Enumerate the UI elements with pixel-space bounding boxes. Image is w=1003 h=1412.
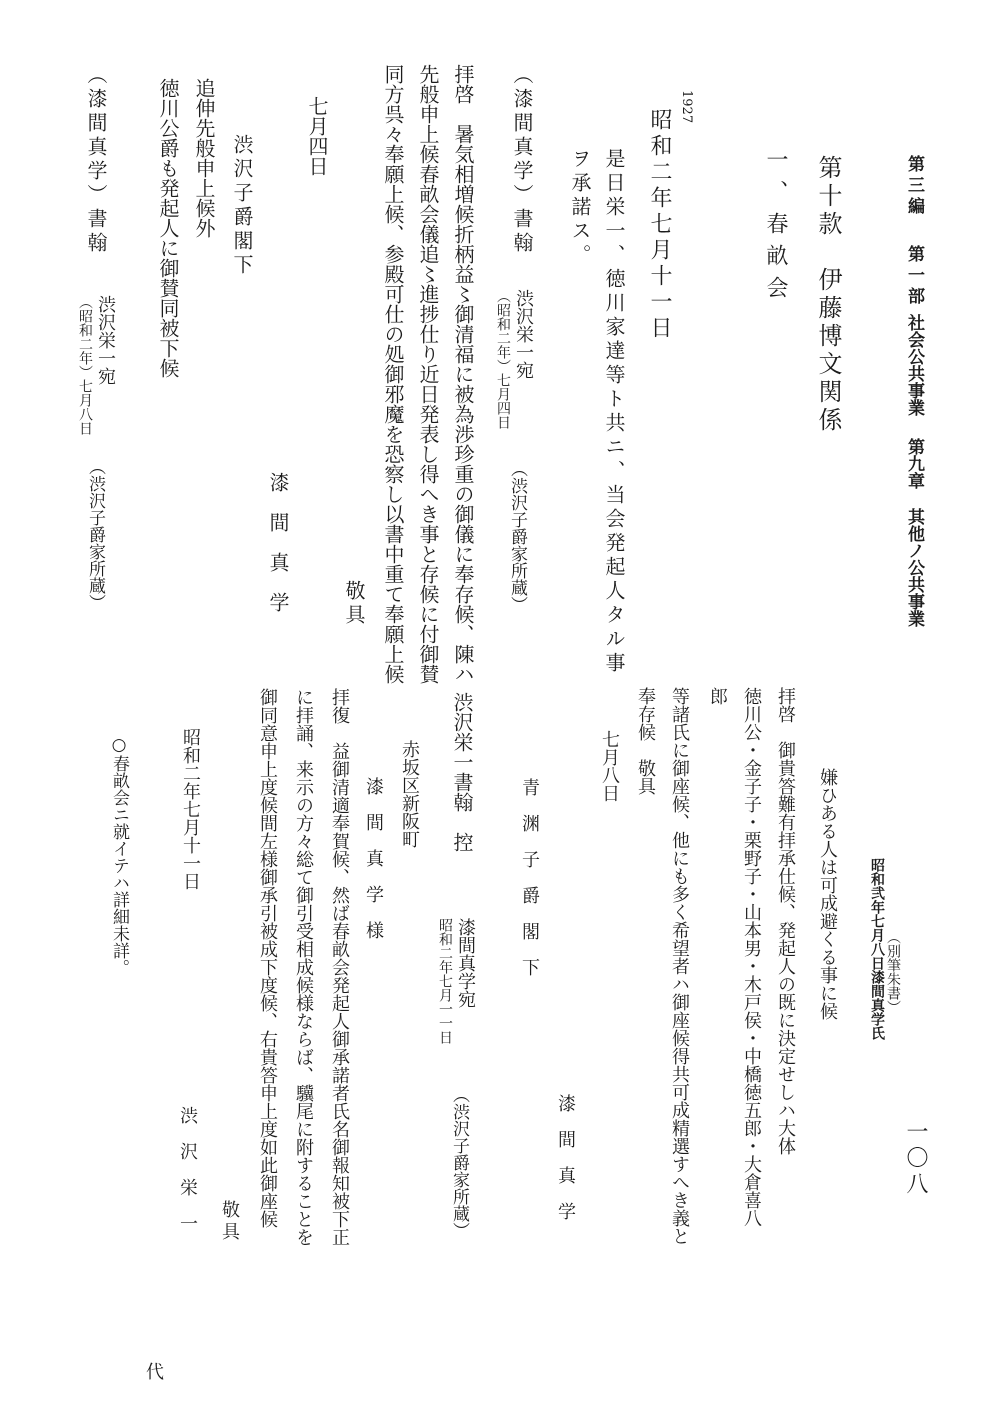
letter2-source: （渋沢子爵家所蔵）: [85, 458, 105, 611]
letter1-body-3: 同方呉々奉願上候、参殿可仕の処御邪魔を恐察し以書中重て奉願上候: [381, 64, 405, 684]
letter2-date: （昭和二年）七月八日: [77, 295, 93, 435]
letter3-addressee-header: 漆間真学宛: [455, 918, 476, 1008]
letter2-recipient: 青 渊 子 爵 閣 下: [519, 778, 540, 976]
year-note: 1927: [679, 90, 694, 124]
editorial-note: ○春畝会ニ就イテハ詳細未詳。: [109, 735, 129, 976]
letter2-body-1: 拝啓 御貴答難有拝承仕候、発起人の既に決定せしハ大体: [775, 687, 796, 1155]
letter2-body-2: 徳川公・金子子・栗野子・山本男・木戸侯・中橋徳五郎・大倉喜八: [741, 687, 762, 1227]
letter1-closing: 敬具: [342, 580, 366, 628]
letter2-body-5: 奉存候 敬具: [635, 687, 656, 795]
header-chapter-title: 其他ノ公共事業: [904, 508, 924, 627]
letter3-sender: 渋 沢 栄 一: [177, 1106, 198, 1232]
letter1-date: （昭和二年）七月四日: [495, 289, 511, 429]
letter2-label: （漆間真学）書翰: [84, 64, 108, 256]
item-title: 一、春畝会: [763, 148, 788, 308]
subsection-title: 第十款 伊藤博文関係: [814, 155, 842, 435]
summary-line-1: 是日栄一、徳川家達等ト共ニ、当会発起人タル事: [602, 148, 626, 676]
letter3-body-2: に拝誦、来示の方々総て御引受相成候様ならば、驥尾に附することを: [293, 688, 314, 1246]
annotation-date: 昭和弐年七月八日漆間真学氏: [869, 858, 885, 1040]
letter1-body-2: 先般申上候春畝会儀追〻進捗仕り近日発表し得へき事と存候に付御賛: [416, 64, 440, 684]
letter3-sender-suffix: 代: [143, 1362, 164, 1380]
letter3-addressee: 漆 間 真 学 様: [363, 777, 384, 939]
date-heading: 昭和二年七月十一日: [647, 108, 672, 342]
letter3-address-location: 赤坂区新阪町: [399, 740, 420, 848]
letter3-date: 昭和二年七月一一日: [437, 918, 453, 1044]
letter1-ps-2: 徳川公爵も発起人に御賛同被下候: [156, 78, 180, 378]
letter1-label: （漆間真学）書翰: [510, 64, 534, 256]
letter2-body-3: 郎: [707, 687, 728, 705]
annotation-type: （別筆朱書）: [885, 930, 901, 1014]
letter2-sender: 漆 間 真 学: [555, 1094, 576, 1220]
letter2-addressee: 渋沢栄一宛: [95, 295, 116, 385]
letter1-source: （渋沢子爵家所蔵）: [507, 460, 527, 613]
summary-line-2: ヲ承諾ス。: [568, 148, 592, 268]
letter3-closing: 敬具: [219, 1200, 240, 1244]
letter1-body-1: 拝啓 暑気相増候折柄益〻御清福に被為渉珍重の御儀に奉存候、陳ハ: [451, 64, 475, 684]
letter1-recipient: 渋沢子爵閣下: [230, 134, 254, 278]
header-section: 第一部: [904, 245, 924, 308]
page-number: 一〇八: [903, 1120, 928, 1198]
annotation-text: 嫌ひある人は可成避くる事に候: [817, 768, 838, 1020]
letter1-ps-1: 追伸先般申上候外: [192, 78, 216, 238]
letter1-addressee: 渋沢栄一宛: [513, 289, 534, 379]
header-part: 第三編: [904, 155, 924, 218]
header-topic: 社会公共事業: [904, 314, 924, 416]
letter1-sender: 漆 間 真 学: [266, 472, 290, 612]
letter1-sign-date: 七月四日: [305, 96, 329, 176]
letter2-sign-date: 七月八日: [599, 730, 620, 802]
letter3-label: 渋沢栄一書翰 控: [450, 692, 474, 852]
header-chapter: 第九章: [904, 438, 924, 489]
letter3-source: （渋沢子爵家所蔵）: [449, 1086, 469, 1239]
letter3-sign-date: 昭和二年七月十一日: [180, 728, 201, 890]
letter3-body-1: 拝復 益御清適奉賀候、然ば春畝会発起人御承諾者氏名御報知被下正: [329, 688, 350, 1246]
letter3-body-3: 御同意申上度候間左様御承引被成下度候、右貴答申上度如此御座候: [257, 688, 278, 1228]
letter2-body-4: 等諸氏に御座候、他にも多く希望者ハ御座候得共可成精選すへき義と: [669, 687, 690, 1245]
